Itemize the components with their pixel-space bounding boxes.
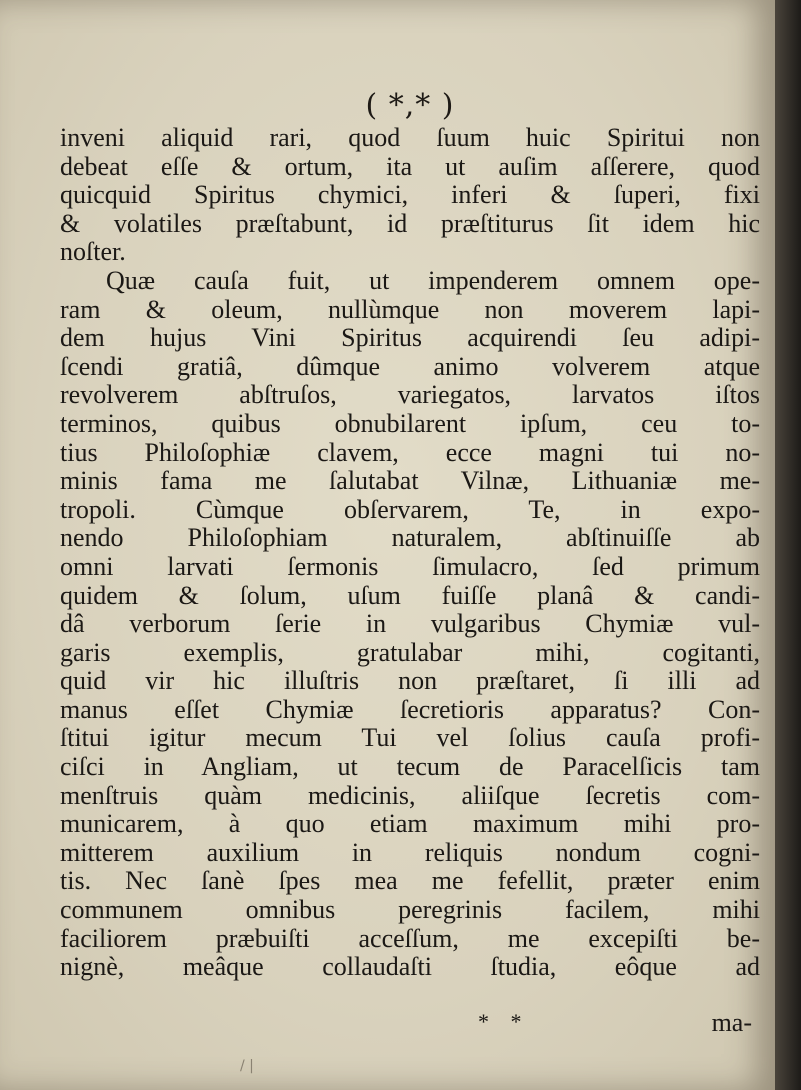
text-line: communem omnibus peregrinis facilem, mihi xyxy=(60,895,760,925)
text-line: nendo Philoſophiam naturalem, abſtinuiſſe ab xyxy=(60,523,760,553)
text-line: terminos, quibus obnubilarent ipſum, ceu to- xyxy=(60,408,760,438)
signature-stars: * * xyxy=(478,1009,530,1034)
text-line: ſcendi gratiâ, dûmque animo volverem atque xyxy=(60,351,760,381)
text-line: minis fama me ſalutabat Vilnæ, Lithuaniæ me- xyxy=(60,466,760,496)
text-line: quid vir hic illuſtris non præſtaret, ſi illi ad xyxy=(60,666,760,696)
body-text xyxy=(60,124,760,982)
text-line: tius Philoſophiæ clavem, ecce magni tui no- xyxy=(60,437,760,467)
text-line: omni larvati ſermonis ſimulacro, ſed primum xyxy=(60,551,760,581)
text-line: quidem & ſolum, uſum fuiſſe planâ & candi- xyxy=(60,580,760,610)
page-footer xyxy=(60,1008,760,1042)
text-line: quicquid Spiritus chymici, inferi & ſuperi, fixi xyxy=(60,180,760,210)
text-line: menſtruis quàm medicinis, aliiſque ſecretis com- xyxy=(60,780,760,810)
text-line: revolverem abſtruſos, variegatos, larvatos iſtos xyxy=(60,380,760,410)
text-line: tropoli. Cùmque obſervarem, Te, in expo- xyxy=(60,494,760,524)
text-line: Quæ cauſa fuit, ut impenderem omnem ope- xyxy=(106,265,760,295)
text-line: dâ verborum ſerie in vulgaribus Chymiæ vul- xyxy=(60,609,760,639)
text-line: manus eſſet Chymiæ ſecretioris apparatus? Con- xyxy=(60,694,760,724)
signature-mark: ( *,* ) xyxy=(365,88,455,123)
text-line: municarem, à quo etiam maximum mihi pro- xyxy=(60,809,760,839)
text-line: noſter. xyxy=(60,237,126,267)
text-line: debeat eſſe & ortum, ita ut auſim aſſerere, quod xyxy=(60,151,760,181)
text-line: tis. Nec ſanè ſpes mea me fefellit, præter enim xyxy=(60,866,760,896)
text-line: & volatiles præſtabunt, id præſtiturus ſit idem hic xyxy=(60,208,760,238)
text-line: ciſci in Angliam, ut tecum de Paracelſicis tam xyxy=(60,752,760,782)
text-line: ſtitui igitur mecum Tui vel ſolius cauſa profi- xyxy=(60,723,760,753)
text-line: nignè, meâque collaudaſti ſtudia, eôque ad xyxy=(60,952,760,982)
text-line: faciliorem præbuiſti acceſſum, me excepiſti be- xyxy=(60,923,760,953)
text-line: garis exemplis, gratulabar mihi, cogitanti, xyxy=(60,637,760,667)
text-line: inveni aliquid rari, quod ſuum huic Spiritui non xyxy=(60,123,760,152)
ink-smudge: / | xyxy=(240,1058,254,1074)
catchword: ma- xyxy=(711,1008,752,1037)
text-line: ram & oleum, nullùmque non moverem lapi- xyxy=(60,294,760,324)
text-line: mitterem auxilium in reliquis nondum cogni- xyxy=(60,837,760,867)
text-line: dem hujus Vini Spiritus acquirendi ſeu adipi- xyxy=(60,323,760,353)
book-binding-edge xyxy=(775,0,801,1090)
